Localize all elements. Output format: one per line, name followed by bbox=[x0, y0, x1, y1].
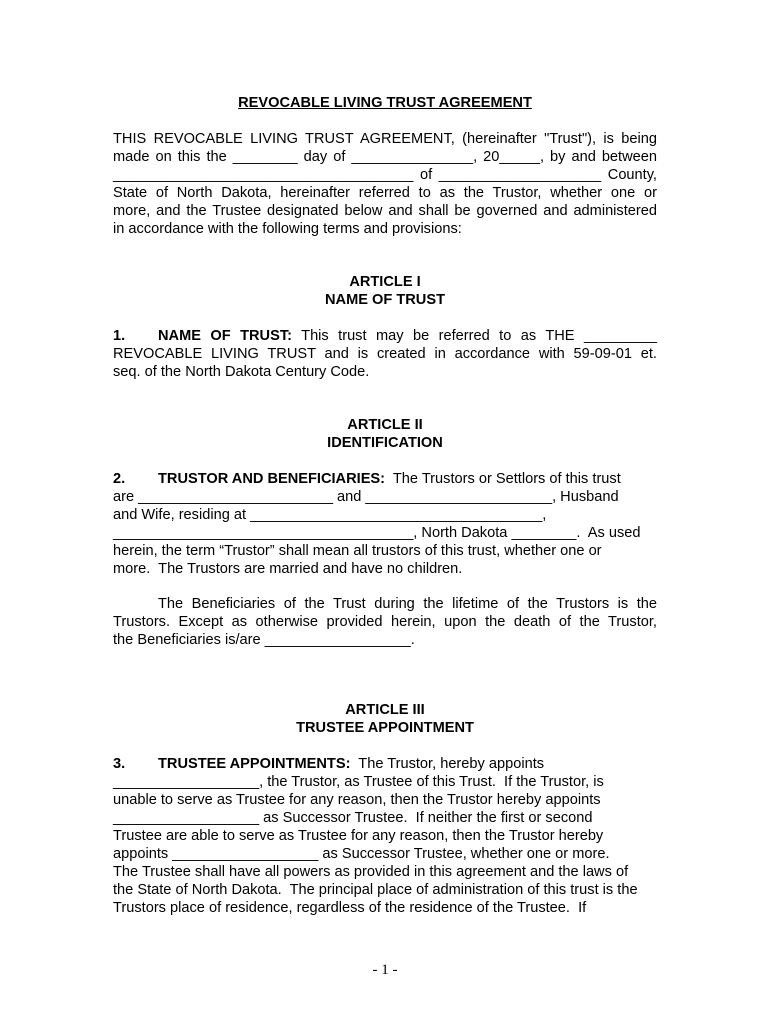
section-1-first-line bbox=[113, 327, 657, 345]
intro-line: made on this the ________ day of _______________, 20_____, by and between bbox=[113, 149, 657, 165]
section-line: Trustee are able to serve as Trustee for any reason, then the Trustor hereby bbox=[113, 828, 604, 844]
intro-line: _____________________________________ of ____________________ County, bbox=[113, 167, 657, 183]
article-3-heading: ARTICLE III bbox=[345, 702, 425, 718]
article-2-heading: ARTICLE II bbox=[347, 417, 423, 433]
section-line: Trustors place of residence, regardless of the residence of the Trustee. If bbox=[113, 900, 587, 916]
section-line: appoints __________________ as Successor Trustee, whether one or more. bbox=[113, 846, 610, 862]
section-line: the State of North Dakota. The principal place of administration of this trust is the bbox=[113, 882, 638, 898]
section-number: 3. bbox=[113, 756, 126, 772]
section-text: The Trustors or Settlors of this trust bbox=[385, 471, 621, 487]
intro-line: State of North Dakota, hereinafter referred to as the Trustor, whether one or bbox=[113, 185, 657, 201]
article-2-subheading: IDENTIFICATION bbox=[327, 435, 443, 451]
article-1-subheading: NAME OF TRUST bbox=[325, 292, 445, 308]
intro-line: in accordance with the following terms and provisions: bbox=[113, 221, 462, 237]
section-line: The Trustee shall have all powers as provided in this agreement and the laws of bbox=[113, 864, 629, 880]
section-2-first-line bbox=[113, 470, 657, 488]
section-line: more. The Trustors are married and have no children. bbox=[113, 561, 463, 577]
section-number: 2. bbox=[113, 471, 126, 487]
beneficiaries-line: Trustors. Except as otherwise provided herein, upon the death of the Trustor, bbox=[113, 614, 657, 630]
section-line: REVOCABLE LIVING TRUST and is created in accordance with 59-09-01 et. bbox=[113, 346, 657, 362]
section-text: This trust may be referred to as THE _________ bbox=[291, 328, 657, 344]
section-line: seq. of the North Dakota Century Code. bbox=[113, 364, 370, 380]
beneficiaries-line: the Beneficiaries is/are __________________. bbox=[113, 632, 415, 648]
section-line: __________________, the Trustor, as Trustee of this Trust. If the Trustor, is bbox=[113, 774, 604, 790]
section-label: TRUSTOR AND BENEFICIARIES: bbox=[158, 471, 386, 487]
section-line: and Wife, residing at ____________________________________, bbox=[113, 507, 547, 523]
article-1-heading: ARTICLE I bbox=[349, 274, 421, 290]
section-line: herein, the term “Trustor” shall mean all trustors of this trust, whether one or bbox=[113, 543, 602, 559]
section-line: are ________________________ and _______________________, Husband bbox=[113, 489, 619, 505]
section-number: 1. bbox=[113, 328, 126, 344]
section-text: The Trustor, hereby appoints bbox=[350, 756, 545, 772]
section-label: NAME OF TRUST: bbox=[158, 328, 292, 344]
page-number: - 1 - bbox=[372, 962, 398, 978]
intro-line: THIS REVOCABLE LIVING TRUST AGREEMENT, (hereinafter "Trust"), is being bbox=[113, 131, 657, 147]
section-label: TRUSTEE APPOINTMENTS: bbox=[158, 756, 351, 772]
beneficiaries-line: The Beneficiaries of the Trust during the lifetime of the Trustors is the bbox=[158, 596, 657, 612]
section-line: _____________________________________, North Dakota ________. As used bbox=[113, 525, 641, 541]
section-line: __________________ as Successor Trustee. If neither the first or second bbox=[113, 810, 593, 826]
intro-line: more, and the Trustee designated below and shall be governed and administered bbox=[113, 203, 657, 219]
section-3-first-line bbox=[113, 755, 657, 773]
document-title: REVOCABLE LIVING TRUST AGREEMENT bbox=[238, 95, 532, 111]
article-3-subheading: TRUSTEE APPOINTMENT bbox=[296, 720, 474, 736]
section-line: unable to serve as Trustee for any reason, then the Trustor hereby appoints bbox=[113, 792, 601, 808]
